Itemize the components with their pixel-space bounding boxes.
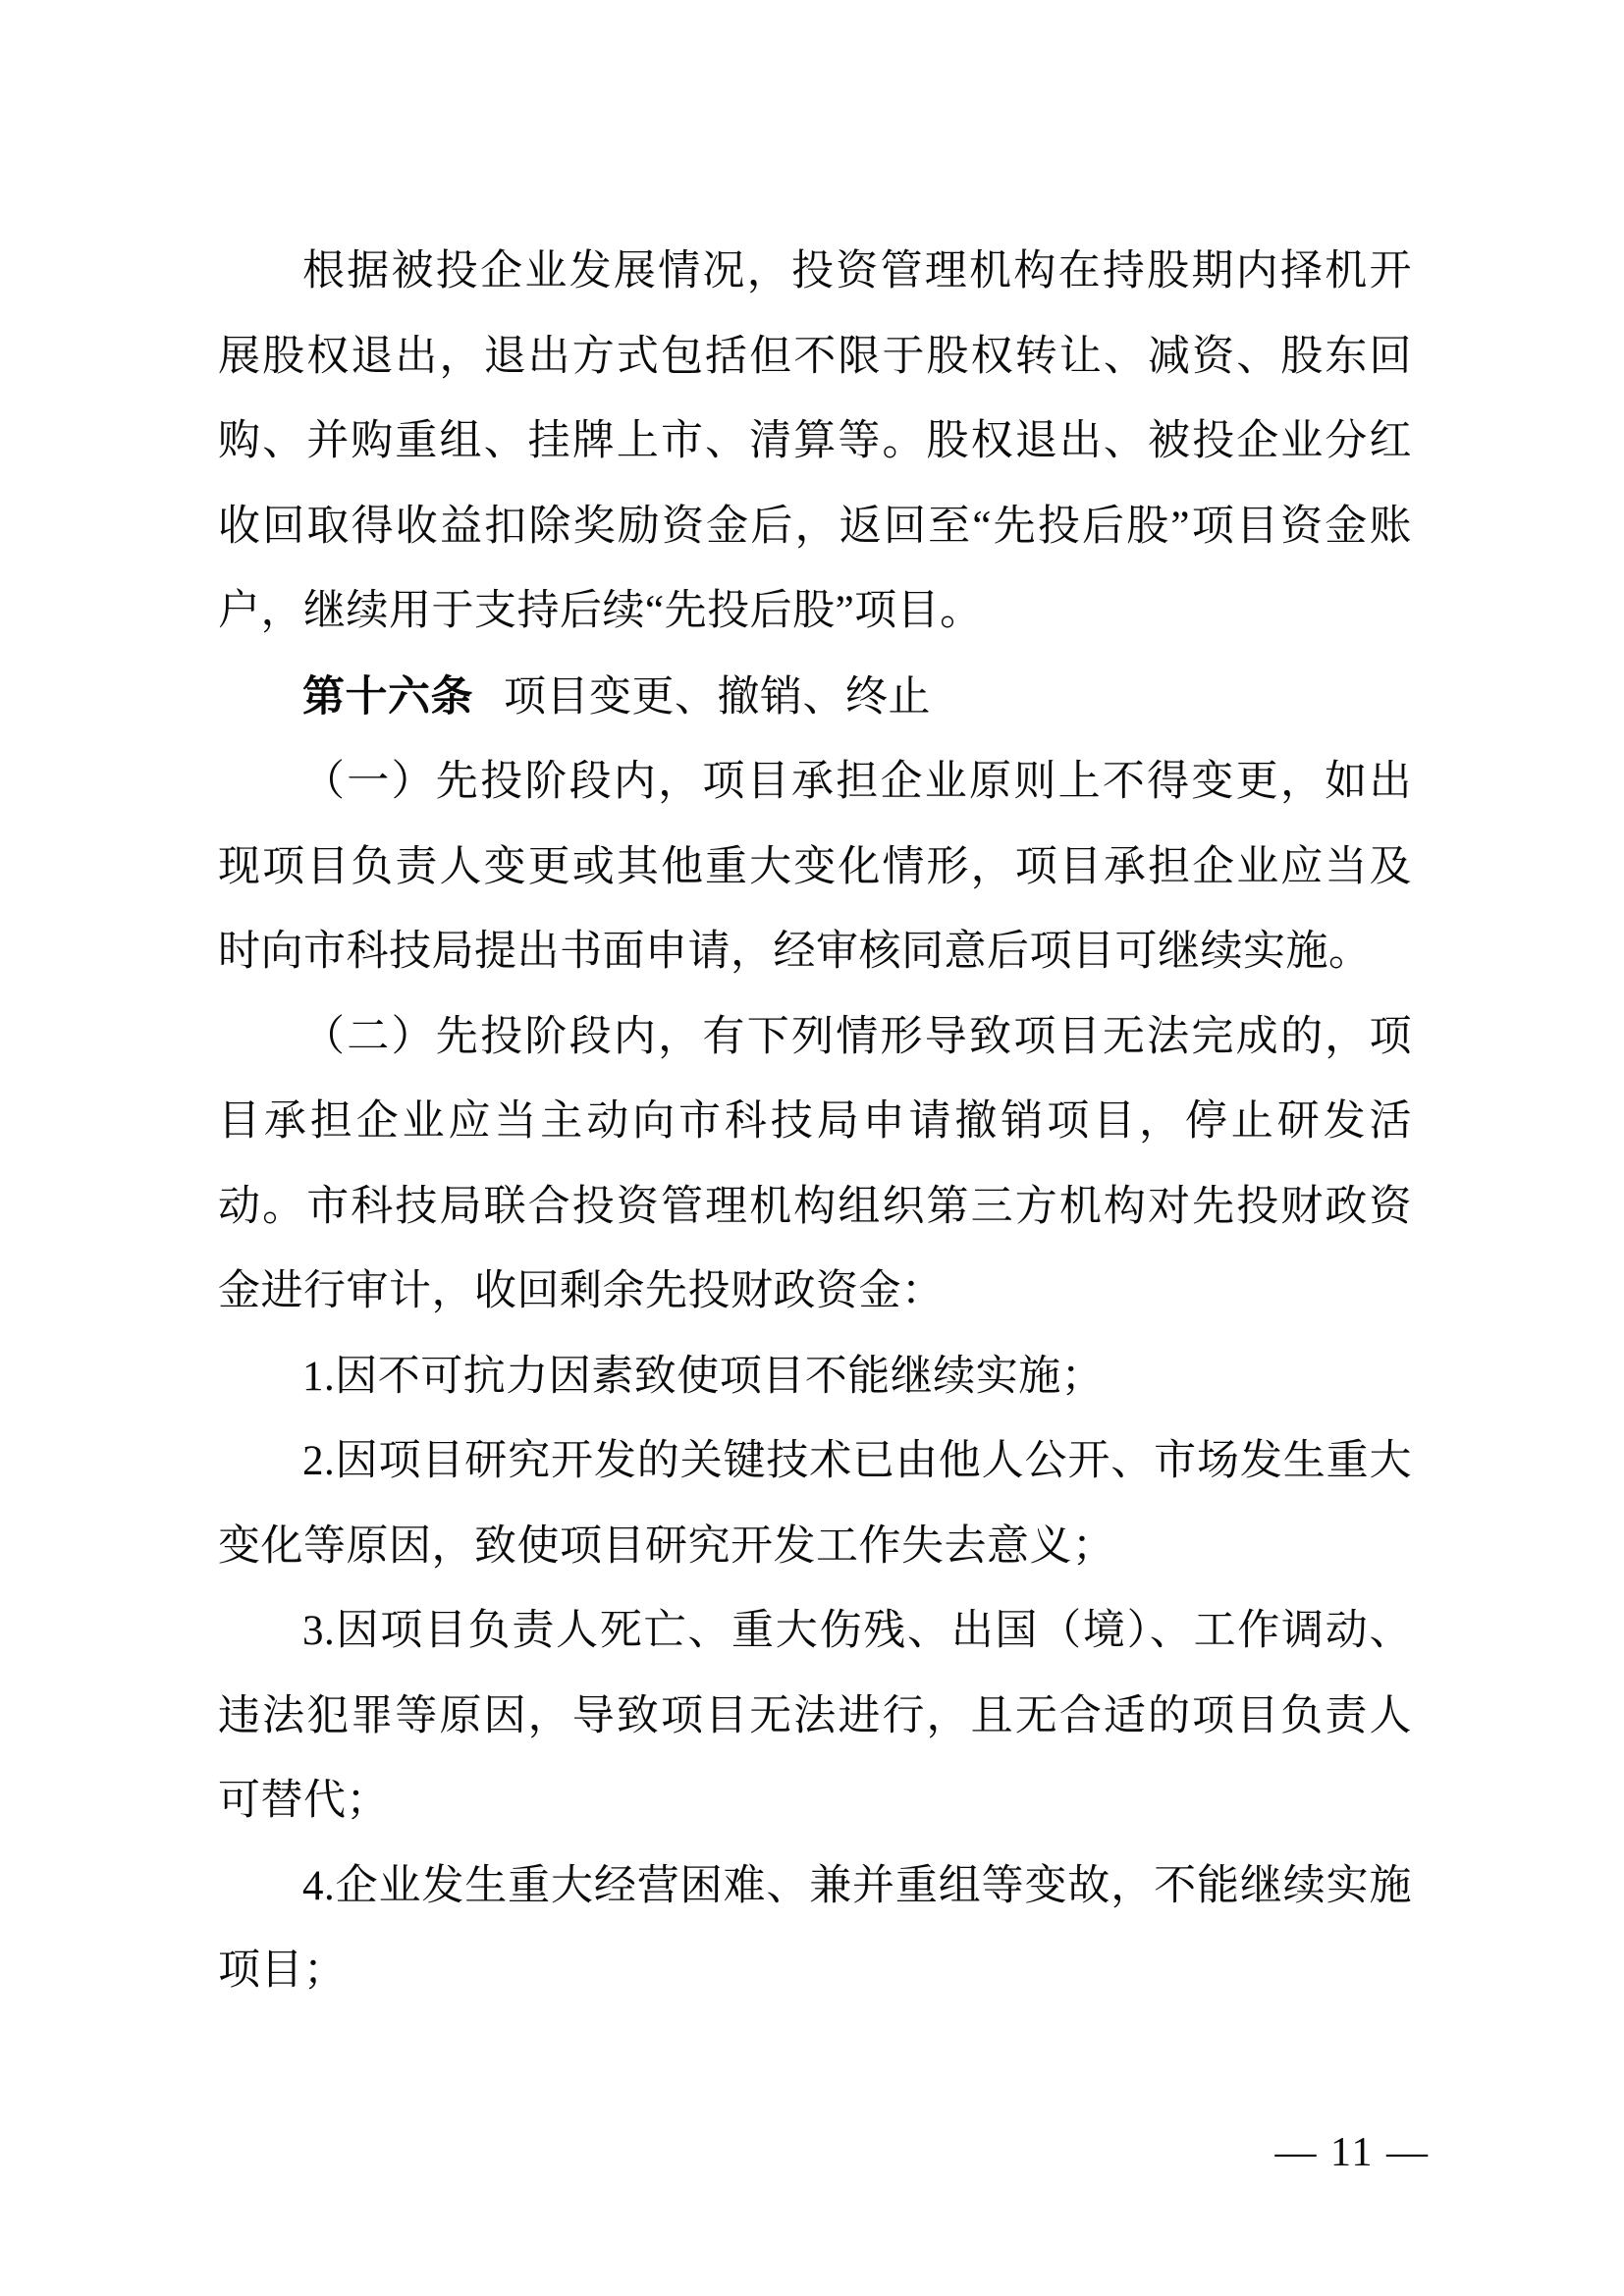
- paragraph-equity-exit: 根据被投企业发展情况，投资管理机构在持股期内择机开展股权退出，退出方式包括但不限于股权转让、减资、股东回购、并购重组、挂牌上市、清算等。股权退出、被投企业分红收回取得收益扣除奖励资金后，返回至“先投后股”项目资金账户，继续用于支持后续“先投后股”项目。: [218, 248, 1412, 634]
- paragraph-subitem-2: 2.因项目研究开发的关键技术已由他人公开、市场发生重大变化等原因，致使项目研究开发工作失去意义；: [218, 1438, 1412, 1570]
- page-number: — 11 —: [1274, 2130, 1430, 2175]
- article-title: 项目变更、撤销、终止: [503, 673, 931, 721]
- paragraph-subitem-4: 4.企业发生重大经营困难、兼并重组等变故，不能继续实施项目；: [218, 1862, 1412, 1994]
- article-number: 第十六条: [302, 672, 473, 721]
- paragraph-subitem-1: 1.因不可抗力因素致使项目不能继续实施；: [302, 1353, 1105, 1400]
- document-body: [218, 230, 1412, 2014]
- paragraph-item-2: （二）先投阶段内，有下列情形导致项目无法完成的，项目承担企业应当主动向市科技局申请撤销项目，停止研发活动。市科技局联合投资管理机构组织第三方机构对先投财政资金进行审计，收回剩余先投财政资金：: [218, 1013, 1412, 1314]
- paragraph-subitem-3: 3.因项目负责人死亡、重大伤残、出国（境）、工作调动、违法犯罪等原因，导致项目无法进行，且无合适的项目负责人可替代；: [218, 1608, 1412, 1824]
- paragraph-item-1: （一）先投阶段内，项目承担企业原则上不得变更，如出现项目负责人变更或其他重大变化情形，项目承担企业应当及时向市科技局提出书面申请，经审核同意后项目可继续实施。: [218, 759, 1412, 975]
- article-heading: [218, 655, 1412, 741]
